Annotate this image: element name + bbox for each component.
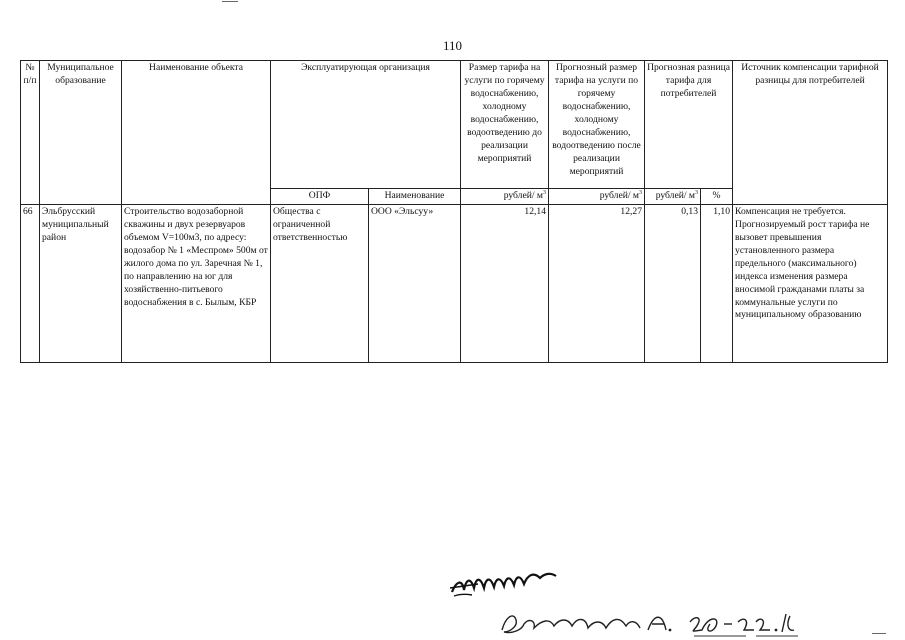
subheader-unit-difference: рублей/ $м^3$ xyxy=(645,189,701,205)
header-difference: Прогнозная разница тарифа для потребителей xyxy=(645,61,733,189)
cell-forecast-tariff: 12,27 xyxy=(549,204,645,362)
table-row xyxy=(21,204,888,362)
cell-object: Строительство водозаборной скважины и двух резервуаров объемом V=100м3, по адресу: водозабор № 1 «Меспром» 500м от жилого дома по ул. Заречная № 1, по направлению на юг для хозяйственно-питьевого водоснабжения в с. Былым, КБР xyxy=(122,204,271,362)
cell-percent: 1,10 xyxy=(701,204,733,362)
page-number: 110 xyxy=(442,38,463,53)
header-operator: Эксплуатирующая организация xyxy=(271,61,461,189)
header-tariff: Размер тарифа на услуги по горячему водоснабжению, холодному водоснабжению, водоотведению до реализации мероприятий xyxy=(461,61,549,189)
subheader-unit-tariff: рублей/ $м^3$ xyxy=(461,189,549,205)
cell-name: ООО «Эльсуу» xyxy=(369,204,461,362)
cell-difference: 0,13 xyxy=(645,204,701,362)
subheader-unit-forecast: рублей/ $м^3$ xyxy=(549,189,645,205)
header-municipality: Муниципальное образование xyxy=(40,61,122,205)
scan-mark xyxy=(222,1,238,2)
cell-municipality: Эльбрусский муниципальный район xyxy=(40,204,122,362)
subheader-opf: ОПФ xyxy=(271,189,369,205)
cell-tariff: 12,14 xyxy=(461,204,549,362)
subheader-name: Наименование xyxy=(369,189,461,205)
header-row xyxy=(21,61,888,189)
cell-num: 66 xyxy=(21,204,40,362)
header-forecast-tariff: Прогнозный размер тарифа на услуги по горячему водоснабжению, холодному водоснабжению, водоотведению после реализации мероприятий xyxy=(549,61,645,189)
header-source: Источник компенсации тарифной разницы для потребителей xyxy=(733,61,888,205)
tariff-table xyxy=(20,60,888,363)
header-object: Наименование объекта xyxy=(122,61,271,205)
handwritten-note xyxy=(498,602,828,640)
scan-mark xyxy=(872,633,886,634)
cell-opf: Общества с ограниченной ответственностью xyxy=(271,204,369,362)
header-num: № п/п xyxy=(21,61,40,205)
cell-source: Компенсация не требуется. Прогнозируемый рост тарифа не вызовет превышения установленного размера предельного (максимального) индекса изменения размера вносимой гражданами платы за коммунальные услуги по муниципальному образованию xyxy=(733,204,888,362)
signature xyxy=(448,568,563,600)
subheader-percent: % xyxy=(701,189,733,205)
